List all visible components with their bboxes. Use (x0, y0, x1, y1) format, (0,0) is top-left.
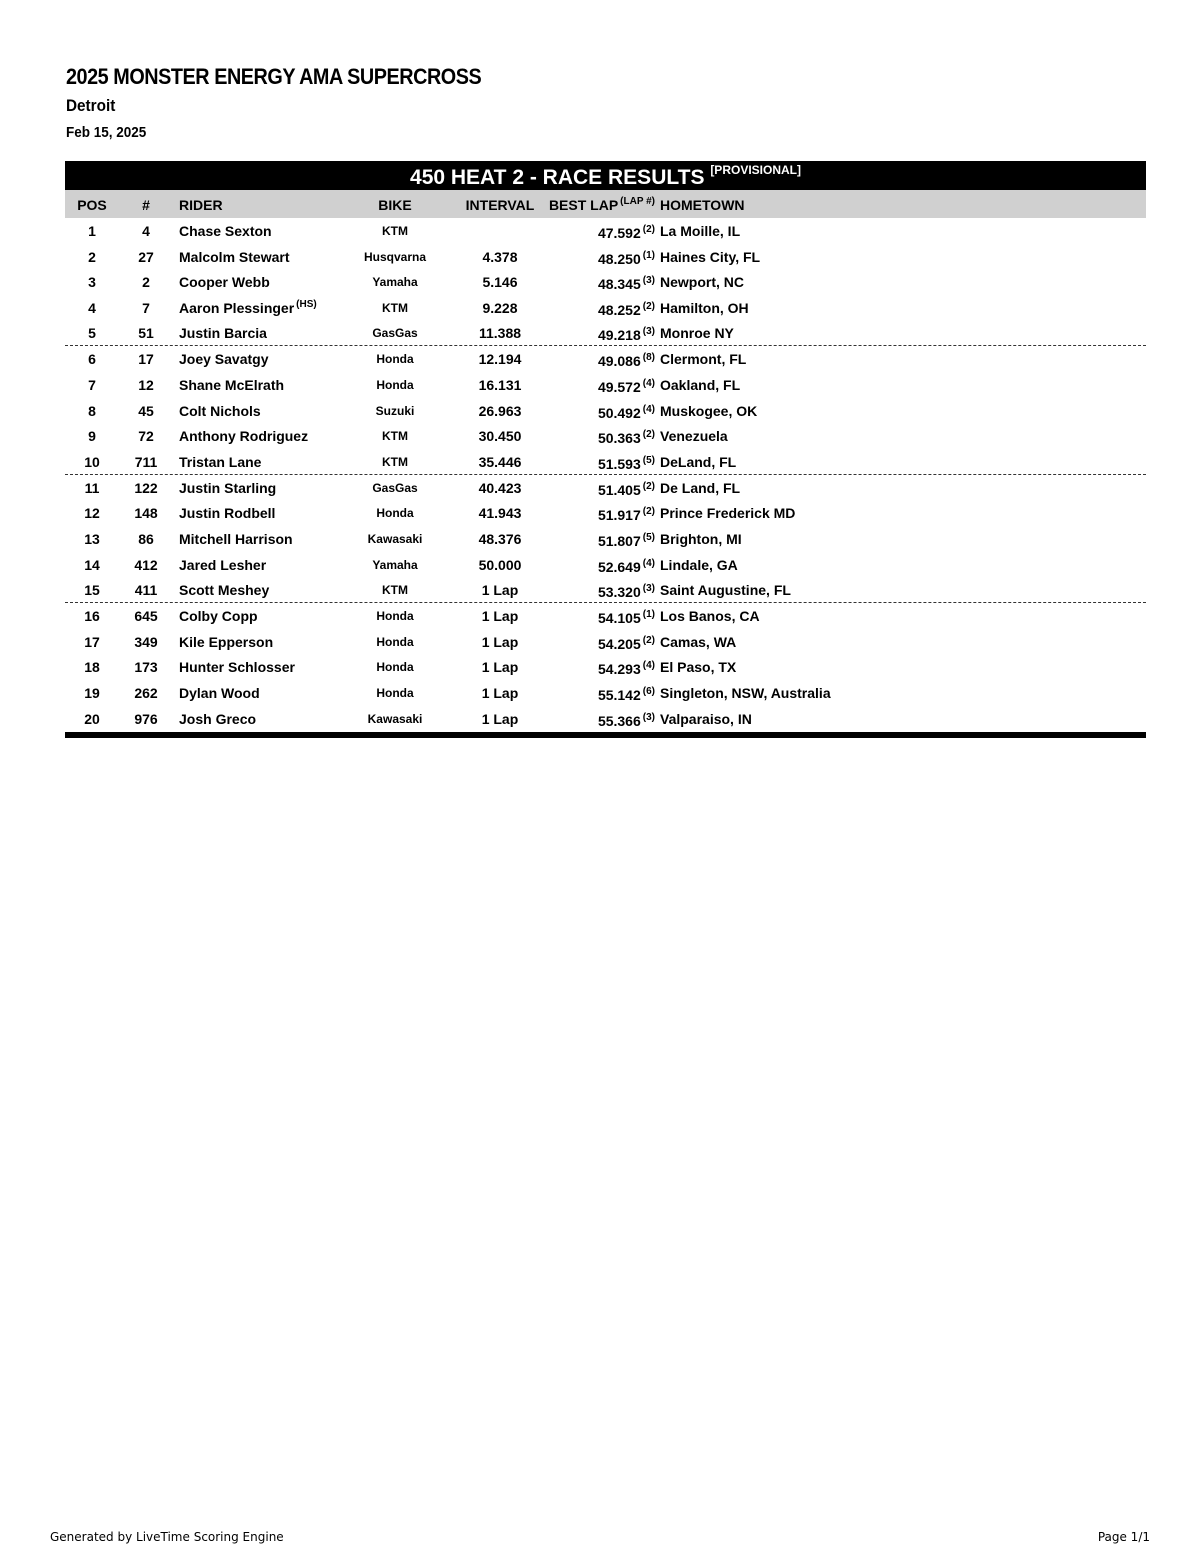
pos-cell-text: 13 (84, 530, 100, 547)
number-cell-text: 27 (138, 248, 154, 265)
bike-cell (345, 577, 445, 603)
hometown-cell (660, 218, 1060, 244)
col-number: # (142, 197, 150, 213)
bike-cell-text: KTM (382, 583, 408, 598)
rider-cell-text: Cooper Webb (179, 274, 270, 291)
rider-cell-text: Justin Rodbell (179, 505, 276, 522)
pos-cell (65, 244, 119, 270)
pos-cell-text: 5 (88, 325, 96, 342)
col-lap-note: (LAP #) (620, 196, 655, 207)
number-cell (119, 680, 173, 706)
pos-cell (65, 680, 119, 706)
number-cell (119, 218, 173, 244)
number-cell (119, 423, 173, 449)
column-header-row (65, 190, 1146, 218)
hometown-cell-text: Hamilton, OH (660, 299, 749, 316)
number-cell (119, 552, 173, 578)
bike-cell-text: Kawasaki (367, 711, 423, 726)
bike-cell-text: Suzuki (375, 403, 415, 418)
best-lap-cell-text: 54.293 (597, 661, 641, 678)
number-cell-text: 122 (134, 479, 158, 496)
interval-cell-text: 1 Lap (481, 710, 519, 727)
hometown-cell-text: Haines City, FL (660, 248, 761, 265)
bike-cell-text: Honda (376, 685, 414, 700)
number-cell-text: 4 (142, 223, 150, 239)
hometown-cell (660, 346, 1060, 372)
bike-cell (345, 629, 445, 655)
number-cell (119, 500, 173, 526)
hometown-cell-text: Muskogee, OK (660, 402, 758, 419)
interval-cell-text: 4.378 (482, 248, 518, 265)
lap-number: (1) (642, 609, 655, 621)
bike-cell (345, 680, 445, 706)
number-cell-text: 711 (134, 453, 158, 470)
rider-cell-text: Jared Lesher (179, 556, 267, 573)
interval-cell (450, 680, 550, 706)
hometown-cell (660, 552, 1060, 578)
table-row (65, 526, 1146, 552)
number-cell-text: 645 (134, 608, 158, 625)
col-bike: BIKE (378, 197, 412, 213)
interval-cell (450, 552, 550, 578)
best-lap-cell-text: 51.807 (597, 532, 641, 549)
interval-cell (450, 706, 550, 732)
number-cell-text: 976 (134, 710, 158, 727)
bike-cell (345, 423, 445, 449)
number-cell-text: 2 (142, 274, 150, 291)
table-row (65, 423, 1146, 449)
bike-cell-text: Kawasaki (367, 531, 423, 546)
hometown-cell-text: Monroe NY (660, 325, 734, 342)
best-lap-cell-text: 55.142 (597, 686, 641, 703)
bike-cell-text: KTM (382, 224, 408, 238)
interval-cell-text: 1 Lap (481, 659, 519, 676)
pos-cell-text: 1 (88, 223, 96, 239)
bike-cell (345, 526, 445, 552)
pos-cell-text: 17 (84, 633, 100, 650)
pos-cell-text: 18 (84, 659, 100, 676)
table-row (65, 398, 1146, 424)
interval-cell-text: 40.423 (478, 479, 522, 496)
interval-cell-text: 16.131 (478, 376, 522, 393)
bike-cell (345, 706, 445, 732)
number-cell (119, 449, 173, 475)
pos-cell-text: 10 (84, 453, 100, 470)
table-row (65, 654, 1146, 680)
hometown-cell (660, 295, 1060, 321)
hometown-cell (660, 398, 1060, 424)
lap-number: (2) (642, 429, 655, 441)
number-cell (119, 706, 173, 732)
number-cell-text: 148 (134, 505, 158, 522)
interval-cell-text: 35.446 (478, 453, 522, 470)
interval-cell (450, 654, 550, 680)
col-interval: INTERVAL (465, 197, 535, 213)
pos-cell (65, 654, 119, 680)
results-body (65, 218, 1146, 731)
interval-cell (450, 320, 550, 346)
table-row (65, 552, 1146, 578)
number-cell-text: 349 (134, 633, 158, 650)
table-row (65, 629, 1146, 655)
lap-number: (2) (642, 506, 655, 518)
interval-cell-text: 1 Lap (481, 684, 519, 701)
number-cell-text: 412 (134, 556, 158, 573)
best-lap-cell-text: 52.649 (597, 558, 641, 575)
interval-cell-text: 48.376 (478, 530, 522, 547)
hometown-cell-text: Newport, NC (660, 274, 744, 291)
number-cell (119, 475, 173, 501)
best-lap-cell-text: 51.405 (597, 481, 641, 498)
number-cell-text: 12 (138, 376, 154, 393)
col-best-lap-label: BEST LAP (548, 197, 619, 213)
bike-cell (345, 449, 445, 475)
interval-cell-text: 26.963 (478, 402, 522, 419)
bike-cell-text: GasGas (372, 326, 418, 341)
interval-cell (450, 295, 550, 321)
pos-cell-text: 12 (84, 505, 100, 522)
rider-cell-text: Colt Nichols (179, 402, 261, 419)
lap-number: (4) (642, 377, 655, 389)
number-cell-text: 7 (142, 299, 150, 316)
hometown-cell (660, 577, 1060, 603)
bike-cell (345, 475, 445, 501)
interval-cell (450, 577, 550, 603)
hometown-cell (660, 449, 1060, 475)
lap-number: (5) (642, 531, 655, 543)
interval-cell (450, 500, 550, 526)
pos-cell (65, 526, 119, 552)
best-lap-cell-text: 51.593 (597, 455, 641, 472)
bike-cell-text: KTM (382, 454, 408, 469)
lap-number: (3) (642, 583, 655, 595)
pos-cell (65, 603, 119, 629)
number-cell-text: 262 (134, 684, 158, 701)
pos-cell-text: 4 (88, 299, 96, 316)
bike-cell-text: Honda (376, 634, 414, 649)
pos-cell (65, 218, 119, 244)
hometown-cell-text: El Paso, TX (660, 659, 737, 676)
interval-cell (450, 475, 550, 501)
hometown-cell-text: Clermont, FL (660, 351, 747, 368)
table-row (65, 346, 1146, 372)
lap-number: (1) (642, 249, 655, 261)
table-row (65, 218, 1146, 244)
hometown-cell-text: De Land, FL (660, 479, 741, 496)
hometown-cell (660, 603, 1060, 629)
number-cell-text: 86 (138, 530, 154, 547)
number-cell (119, 603, 173, 629)
bike-cell (345, 218, 445, 244)
bike-cell (345, 500, 445, 526)
best-lap-cell-text: 49.572 (597, 378, 641, 395)
rider-cell-text: Josh Greco (179, 710, 257, 727)
number-cell (119, 629, 173, 655)
pos-cell (65, 629, 119, 655)
results-banner (65, 161, 1146, 190)
interval-cell (450, 372, 550, 398)
pos-cell (65, 320, 119, 346)
hometown-cell (660, 475, 1060, 501)
bike-cell (345, 654, 445, 680)
number-cell (119, 320, 173, 346)
lap-number: (5) (642, 454, 655, 466)
hometown-cell-text: Prince Frederick MD (660, 505, 796, 522)
number-cell (119, 526, 173, 552)
lap-number: (4) (642, 660, 655, 672)
best-lap-cell-text: 51.917 (597, 507, 641, 524)
best-lap-cell-text: 50.363 (597, 430, 641, 447)
number-cell-text: 51 (138, 325, 154, 342)
lap-number: (2) (642, 224, 655, 235)
page-title: 2025 MONSTER ENERGY AMA SUPERCROSS (66, 64, 482, 89)
best-lap-cell-text: 53.320 (597, 584, 641, 601)
rider-tag: (HS) (296, 298, 317, 310)
hometown-cell (660, 500, 1060, 526)
interval-cell (450, 449, 550, 475)
pos-cell-text: 15 (84, 582, 100, 599)
table-row (65, 244, 1146, 270)
hometown-cell (660, 244, 1060, 270)
rider-cell-text: Malcolm Stewart (179, 248, 290, 265)
rider-cell-text: Aaron Plessinger (179, 299, 295, 316)
number-cell-text: 17 (138, 351, 154, 368)
table-row (65, 269, 1146, 295)
bike-cell (345, 269, 445, 295)
best-lap-cell-text: 55.366 (597, 712, 641, 729)
pos-cell (65, 295, 119, 321)
hometown-cell-text: Brighton, MI (660, 530, 742, 547)
rider-cell-text: Justin Barcia (179, 325, 267, 342)
rider-cell-text: Hunter Schlosser (179, 659, 295, 676)
best-lap-cell-text: 54.205 (597, 635, 641, 652)
rider-cell-text: Colby Copp (179, 608, 258, 625)
interval-cell (450, 244, 550, 270)
pos-cell (65, 577, 119, 603)
bike-cell-text: Honda (376, 377, 414, 392)
rider-cell-text: Anthony Rodriguez (179, 428, 309, 445)
number-cell (119, 654, 173, 680)
pos-cell-text: 19 (84, 684, 100, 701)
interval-cell-text: 30.450 (478, 428, 522, 445)
pos-cell-text: 9 (88, 428, 96, 445)
pos-cell-text: 11 (84, 479, 100, 496)
bike-cell-text: Honda (376, 506, 414, 521)
banner-title: 450 HEAT 2 - RACE RESULTS (410, 166, 705, 189)
number-cell-text: 45 (138, 402, 154, 419)
table-row (65, 320, 1146, 346)
lap-number: (4) (642, 557, 655, 569)
col-pos: POS (77, 197, 107, 213)
pos-cell (65, 706, 119, 732)
interval-cell-text: 5.146 (482, 274, 518, 291)
bike-cell-text: Honda (376, 660, 414, 675)
hometown-cell-text: Camas, WA (660, 633, 737, 650)
pos-cell (65, 269, 119, 295)
hometown-cell-text: La Moille, IL (660, 223, 741, 239)
table-row (65, 680, 1146, 706)
interval-cell (450, 423, 550, 449)
bike-cell-text: Honda (376, 609, 414, 624)
best-lap-cell-text: 48.345 (597, 276, 641, 293)
pos-cell (65, 449, 119, 475)
hometown-cell-text: Valparaiso, IN (660, 710, 752, 727)
bike-cell-text: Honda (376, 352, 414, 367)
hometown-cell-text: Saint Augustine, FL (660, 582, 791, 599)
bike-cell-text: Husqvarna (363, 249, 427, 264)
pos-cell (65, 552, 119, 578)
interval-cell (450, 526, 550, 552)
table-row (65, 603, 1146, 629)
pos-cell-text: 3 (88, 274, 96, 291)
pos-cell (65, 475, 119, 501)
table-row (65, 372, 1146, 398)
best-lap-cell-text: 48.250 (597, 250, 641, 267)
rider-cell-text: Dylan Wood (179, 684, 260, 701)
interval-cell-text: 1 Lap (481, 633, 519, 650)
interval-cell-text: 50.000 (478, 556, 522, 573)
number-cell (119, 398, 173, 424)
lap-number: (2) (642, 300, 655, 312)
hometown-cell (660, 423, 1060, 449)
best-lap-cell-text: 49.218 (597, 327, 641, 344)
pos-cell-text: 7 (88, 376, 96, 393)
bike-cell-text: GasGas (372, 480, 418, 495)
hometown-cell (660, 320, 1060, 346)
pos-cell-text: 8 (88, 402, 96, 419)
best-lap-cell-text: 49.086 (597, 353, 641, 370)
number-cell (119, 269, 173, 295)
number-cell (119, 244, 173, 270)
rider-cell-text: Joey Savatgy (179, 351, 269, 368)
bike-cell (345, 346, 445, 372)
number-cell (119, 295, 173, 321)
hometown-cell (660, 372, 1060, 398)
venue: Detroit (66, 96, 116, 115)
number-cell (119, 372, 173, 398)
interval-cell-text: 41.943 (478, 505, 522, 522)
best-lap-cell-text: 54.105 (597, 610, 641, 627)
bike-cell (345, 295, 445, 321)
pos-cell (65, 500, 119, 526)
bike-cell-text: KTM (382, 429, 408, 444)
table-row (65, 475, 1146, 501)
interval-cell (450, 269, 550, 295)
results-table (65, 161, 1146, 738)
hometown-cell-text: Singleton, NSW, Australia (660, 684, 831, 701)
pos-cell-text: 6 (88, 351, 96, 368)
hometown-cell-text: Venezuela (660, 428, 728, 445)
lap-number: (3) (642, 275, 655, 287)
lap-number: (2) (642, 634, 655, 646)
interval-cell (450, 398, 550, 424)
interval-cell (450, 629, 550, 655)
hometown-cell-text: Lindale, GA (660, 556, 738, 573)
best-lap-cell-text: 50.492 (597, 404, 641, 421)
pos-cell-text: 14 (84, 556, 100, 573)
hometown-cell (660, 706, 1060, 732)
lap-number: (2) (642, 480, 655, 492)
bike-cell (345, 372, 445, 398)
hometown-cell (660, 629, 1060, 655)
pos-cell (65, 398, 119, 424)
interval-cell-text: 9.228 (482, 299, 518, 316)
interval-cell (450, 603, 550, 629)
hometown-cell-text: DeLand, FL (660, 453, 737, 470)
number-cell-text: 173 (134, 659, 158, 676)
interval-cell (450, 346, 550, 372)
table-row (65, 706, 1146, 732)
hometown-cell-text: Oakland, FL (660, 376, 741, 393)
interval-cell-text: 1 Lap (481, 608, 519, 625)
lap-number: (6) (642, 685, 655, 697)
footer-page-number: Page 1/1 (1097, 1530, 1150, 1544)
table-row (65, 295, 1146, 321)
bike-cell (345, 398, 445, 424)
number-cell (119, 346, 173, 372)
hometown-cell (660, 526, 1060, 552)
bike-cell (345, 552, 445, 578)
best-lap-cell-text: 47.592 (597, 225, 641, 241)
rider-cell-text: Chase Sexton (179, 223, 272, 239)
hometown-cell (660, 680, 1060, 706)
table-row (65, 449, 1146, 475)
pos-cell (65, 372, 119, 398)
pos-cell (65, 346, 119, 372)
pos-cell-text: 16 (84, 608, 100, 625)
interval-cell-text: 11.388 (478, 325, 522, 342)
bike-cell (345, 244, 445, 270)
rider-cell-text: Mitchell Harrison (179, 530, 293, 547)
pos-cell (65, 423, 119, 449)
rider-cell-text: Kile Epperson (179, 633, 274, 650)
event-date: Feb 15, 2025 (66, 124, 147, 141)
provisional-tag: [PROVISIONAL] (710, 163, 801, 177)
hometown-cell (660, 654, 1060, 680)
lap-number: (3) (642, 711, 655, 723)
table-row (65, 500, 1146, 526)
lap-number: (8) (642, 352, 655, 364)
best-lap-cell (545, 708, 655, 737)
bike-cell (345, 320, 445, 346)
pos-cell-text: 2 (88, 248, 96, 265)
rider-cell-text: Shane McElrath (179, 376, 285, 393)
number-cell-text: 72 (138, 428, 154, 445)
number-cell (119, 577, 173, 603)
pos-cell-text: 20 (84, 710, 100, 727)
bike-cell-text: KTM (382, 300, 408, 315)
footer-generated: Generated by LiveTime Scoring Engine (50, 1530, 284, 1544)
bike-cell-text: Yamaha (372, 557, 418, 572)
hometown-cell-text: Los Banos, CA (660, 608, 760, 625)
lap-number: (4) (642, 403, 655, 415)
interval-cell-text: 12.194 (478, 351, 522, 368)
bike-cell-text: Yamaha (372, 275, 418, 290)
rider-cell-text: Tristan Lane (179, 453, 262, 470)
number-cell-text: 411 (134, 582, 158, 599)
table-row (65, 577, 1146, 603)
col-rider: RIDER (179, 197, 223, 213)
best-lap-cell-text: 48.252 (597, 301, 641, 318)
hometown-cell (660, 269, 1060, 295)
bike-cell (345, 603, 445, 629)
interval-cell-text: 1 Lap (481, 582, 519, 599)
rider-cell-text: Justin Starling (179, 479, 277, 496)
rider-cell-text: Scott Meshey (179, 582, 270, 599)
lap-number: (3) (642, 326, 655, 338)
col-hometown: HOMETOWN (660, 197, 745, 213)
